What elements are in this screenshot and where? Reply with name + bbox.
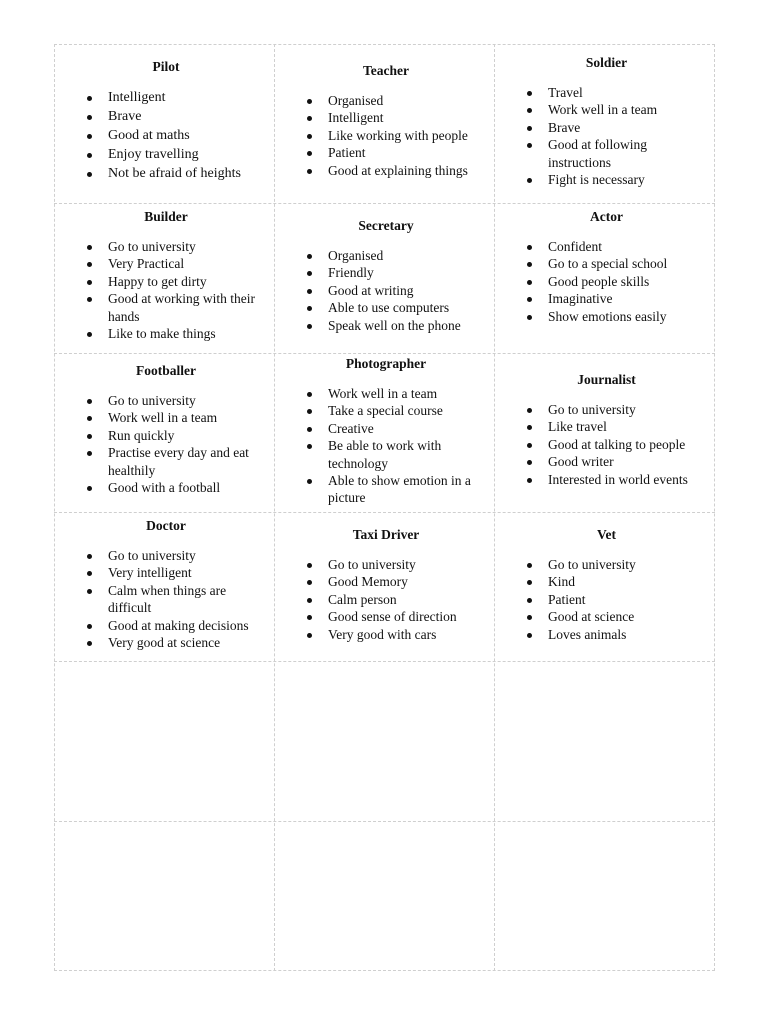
bullet-icon xyxy=(527,108,532,113)
trait-list xyxy=(508,401,705,488)
bullet-icon xyxy=(307,169,312,174)
bullet-icon xyxy=(87,399,92,404)
list-item: Like working with people xyxy=(328,127,484,144)
bullet-icon xyxy=(87,451,92,456)
list-item: Take a special course xyxy=(328,402,484,419)
list-item: Good sense of direction xyxy=(328,608,484,625)
bullet-icon xyxy=(87,297,92,302)
list-item: Practise every day and eat healthily xyxy=(108,444,264,479)
list-item: Work well in a team xyxy=(108,409,264,426)
bullet-icon xyxy=(527,245,532,250)
card-title: Teacher xyxy=(363,63,409,78)
bullet-icon xyxy=(527,615,532,620)
list-item: Brave xyxy=(108,107,264,126)
list-item: Imaginative xyxy=(548,290,705,307)
card-title: Footballer xyxy=(136,363,196,378)
card-title: Soldier xyxy=(585,55,628,70)
trait-list xyxy=(288,92,484,179)
job-card-footballer xyxy=(54,363,274,496)
bullet-icon xyxy=(87,245,92,250)
list-item: Organised xyxy=(328,247,484,264)
trait-list xyxy=(508,556,705,643)
bullet-icon xyxy=(307,324,312,329)
bullet-icon xyxy=(307,271,312,276)
job-card-taxi-driver xyxy=(274,527,494,643)
trait-list xyxy=(288,247,484,334)
bullet-icon xyxy=(307,392,312,397)
list-item: Very good at science xyxy=(108,634,264,651)
row-divider xyxy=(54,661,715,662)
list-item: Brave xyxy=(548,119,705,136)
bullet-icon xyxy=(527,262,532,267)
list-item: Show emotions easily xyxy=(548,308,705,325)
list-item: Go to university xyxy=(108,392,264,409)
card-title: Taxi Driver xyxy=(352,527,420,542)
bullet-icon xyxy=(527,91,532,96)
row-divider xyxy=(54,353,715,354)
job-card-photographer xyxy=(274,356,494,507)
list-item: Good writer xyxy=(548,453,705,470)
bullet-icon xyxy=(527,178,532,183)
bullet-icon xyxy=(307,151,312,156)
bullet-icon xyxy=(527,598,532,603)
list-item: Very Practical xyxy=(108,255,264,272)
job-card-pilot xyxy=(54,59,274,183)
job-card-vet xyxy=(494,527,715,643)
card-title: Secretary xyxy=(358,218,414,233)
job-card-journalist xyxy=(494,372,715,488)
list-item: Speak well on the phone xyxy=(328,317,484,334)
bullet-icon xyxy=(527,408,532,413)
bullet-icon xyxy=(307,409,312,414)
job-card-teacher xyxy=(274,63,494,179)
card-title: Builder xyxy=(144,209,188,224)
list-item: Like travel xyxy=(548,418,705,435)
bullet-icon xyxy=(527,126,532,131)
list-item: Good at talking to people xyxy=(548,436,705,453)
bullet-icon xyxy=(307,444,312,449)
list-item: Creative xyxy=(328,420,484,437)
bullet-icon xyxy=(307,289,312,294)
list-item: Be able to work with technology xyxy=(328,437,484,472)
list-item: Work well in a team xyxy=(548,101,705,118)
job-card-secretary xyxy=(274,218,494,334)
bullet-icon xyxy=(87,641,92,646)
list-item: Go to university xyxy=(548,401,705,418)
list-item: Go to university xyxy=(108,238,264,255)
card-title: Vet xyxy=(597,527,616,542)
bullet-icon xyxy=(87,554,92,559)
list-item: Travel xyxy=(548,84,705,101)
card-title: Pilot xyxy=(152,59,180,74)
job-card-actor xyxy=(494,209,715,325)
card-title: Photographer xyxy=(345,356,427,371)
list-item: Patient xyxy=(328,144,484,161)
list-item: Good at writing xyxy=(328,282,484,299)
bullet-icon xyxy=(527,460,532,465)
bullet-icon xyxy=(527,563,532,568)
list-item: Like to make things xyxy=(108,325,264,342)
trait-list xyxy=(68,392,264,496)
list-item: Go to a special school xyxy=(548,255,705,272)
list-item: Kind xyxy=(548,573,705,590)
bullet-icon xyxy=(307,598,312,603)
list-item: Good people skills xyxy=(548,273,705,290)
list-item: Very good with cars xyxy=(328,626,484,643)
trait-list xyxy=(288,385,484,507)
list-item: Good at science xyxy=(548,608,705,625)
list-item: Calm when things are difficult xyxy=(108,582,264,617)
bullet-icon xyxy=(87,589,92,594)
bullet-icon xyxy=(87,434,92,439)
list-item: Very intelligent xyxy=(108,564,264,581)
bullet-icon xyxy=(307,479,312,484)
trait-list xyxy=(508,84,705,188)
list-item: Go to university xyxy=(548,556,705,573)
list-item: Work well in a team xyxy=(328,385,484,402)
list-item: Fight is necessary xyxy=(548,171,705,188)
list-item: Intelligent xyxy=(108,88,264,107)
job-card-doctor xyxy=(54,518,274,651)
bullet-icon xyxy=(307,99,312,104)
list-item: Able to use computers xyxy=(328,299,484,316)
trait-list xyxy=(68,238,264,342)
bullet-icon xyxy=(307,580,312,585)
bullet-icon xyxy=(527,443,532,448)
bullet-icon xyxy=(307,134,312,139)
list-item: Not be afraid of heights xyxy=(108,164,264,183)
list-item: Interested in world events xyxy=(548,471,705,488)
bullet-icon xyxy=(527,143,532,148)
bullet-icon xyxy=(87,153,92,158)
list-item: Confident xyxy=(548,238,705,255)
bullet-icon xyxy=(307,427,312,432)
bullet-icon xyxy=(307,306,312,311)
bullet-icon xyxy=(527,633,532,638)
row-divider xyxy=(54,203,715,204)
bullet-icon xyxy=(87,262,92,267)
trait-list xyxy=(508,238,705,325)
list-item: Good with a football xyxy=(108,479,264,496)
bullet-icon xyxy=(527,297,532,302)
list-item: Go to university xyxy=(108,547,264,564)
job-card-builder xyxy=(54,209,274,342)
bullet-icon xyxy=(87,571,92,576)
list-item: Good Memory xyxy=(328,573,484,590)
bullet-icon xyxy=(87,96,92,101)
card-title: Doctor xyxy=(146,518,186,533)
bullet-icon xyxy=(527,580,532,585)
bullet-icon xyxy=(87,280,92,285)
bullet-icon xyxy=(87,624,92,629)
list-item: Calm person xyxy=(328,591,484,608)
trait-list xyxy=(68,547,264,651)
bullet-icon xyxy=(87,172,92,177)
bullet-icon xyxy=(307,633,312,638)
list-item: Organised xyxy=(328,92,484,109)
bullet-icon xyxy=(527,315,532,320)
list-item: Intelligent xyxy=(328,109,484,126)
list-item: Good at making decisions xyxy=(108,617,264,634)
list-item: Go to university xyxy=(328,556,484,573)
bullet-icon xyxy=(87,115,92,120)
list-item: Friendly xyxy=(328,264,484,281)
bullet-icon xyxy=(307,615,312,620)
bullet-icon xyxy=(307,563,312,568)
bullet-icon xyxy=(307,254,312,259)
card-title: Journalist xyxy=(577,372,636,387)
list-item: Happy to get dirty xyxy=(108,273,264,290)
bullet-icon xyxy=(87,134,92,139)
bullet-icon xyxy=(527,425,532,430)
list-item: Good at working with their hands xyxy=(108,290,264,325)
bullet-icon xyxy=(527,478,532,483)
list-item: Good at maths xyxy=(108,126,264,145)
list-item: Good at following instructions xyxy=(548,136,705,171)
column-divider xyxy=(274,44,275,971)
list-item: Loves animals xyxy=(548,626,705,643)
trait-list xyxy=(68,88,264,183)
job-card-soldier xyxy=(494,55,715,188)
list-item: Run quickly xyxy=(108,427,264,444)
bullet-icon xyxy=(87,486,92,491)
bullet-icon xyxy=(527,280,532,285)
card-title: Actor xyxy=(590,209,623,224)
bullet-icon xyxy=(307,116,312,121)
list-item: Able to show emotion in a picture xyxy=(328,472,484,507)
trait-list xyxy=(288,556,484,643)
row-divider xyxy=(54,821,715,822)
list-item: Good at explaining things xyxy=(328,162,484,179)
bullet-icon xyxy=(87,416,92,421)
list-item: Patient xyxy=(548,591,705,608)
row-divider xyxy=(54,512,715,513)
list-item: Enjoy travelling xyxy=(108,145,264,164)
bullet-icon xyxy=(87,332,92,337)
